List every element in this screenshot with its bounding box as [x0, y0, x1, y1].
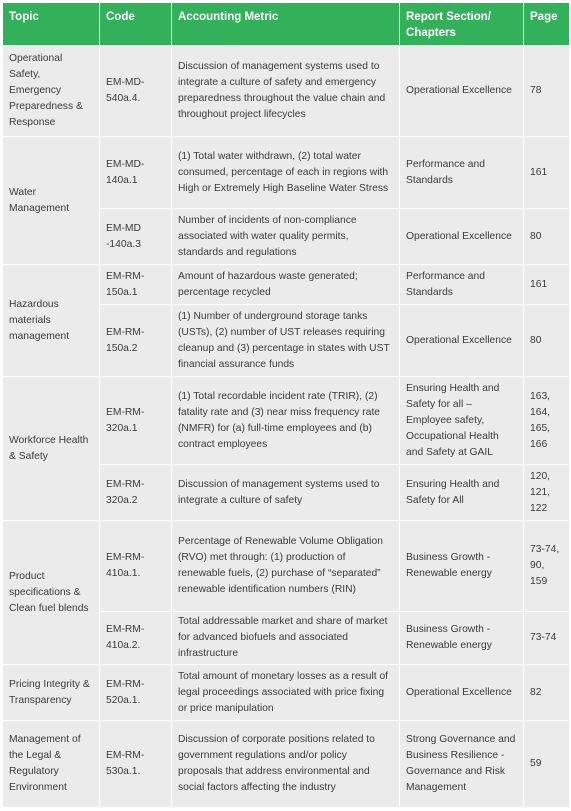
- page-cell: 82: [524, 665, 570, 721]
- report-section-cell: Operational Excellence: [400, 209, 524, 265]
- metric-cell: Number of incidents of non-compliance associated with water quality permits, standards and regulations: [172, 209, 400, 265]
- topic-cell: Product specifications & Clean fuel blends: [3, 521, 100, 665]
- code-cell: EM-RM-410a.2.: [100, 612, 172, 665]
- code-cell: EM-MD-140a.1: [100, 137, 172, 209]
- code-cell: EM-RM-410a.1.: [100, 521, 172, 612]
- topic-cell: Operational Safety, Emergency Preparedness & Response: [3, 46, 100, 137]
- page-cell: 59: [524, 721, 570, 808]
- report-section-cell: Business Growth - Renewable energy: [400, 612, 524, 665]
- code-cell: EM-MD-540a.4.: [100, 46, 172, 137]
- page-cell: 161: [524, 137, 570, 209]
- report-section-cell: Business Growth - Renewable energy: [400, 521, 524, 612]
- topic-cell: Workforce Health & Safety: [3, 377, 100, 521]
- table-body: [3, 46, 570, 808]
- table-row: [3, 665, 570, 721]
- table-row: [3, 265, 570, 305]
- header-topic: Topic: [3, 3, 100, 46]
- page-cell: 80: [524, 209, 570, 265]
- page-cell: 78: [524, 46, 570, 137]
- topic-cell: Management of the Legal & Regulatory Environment: [3, 721, 100, 808]
- table-row: [3, 721, 570, 808]
- code-cell: EM-RM-150a.1: [100, 265, 172, 305]
- metric-cell: (1) Number of underground storage tanks (USTs), (2) number of UST releases requiring cleanup and (3) percentage in states with UST financial assurance funds: [172, 305, 400, 377]
- topic-cell: Water Management: [3, 137, 100, 265]
- metric-cell: (1) Total water withdrawn, (2) total water consumed, percentage of each in regions with High or Extremely High Baseline Water Stress: [172, 137, 400, 209]
- metric-cell: Amount of hazardous waste generated; percentage recycled: [172, 265, 400, 305]
- page-cell: 80: [524, 305, 570, 377]
- table-row: [3, 377, 570, 465]
- metric-cell: (1) Total recordable incident rate (TRIR), (2) fatality rate and (3) near miss frequency rate (NMFR) for (a) full-time employees and (b) contract employees: [172, 377, 400, 465]
- code-cell: EM-RM-520a.1.: [100, 665, 172, 721]
- code-cell: EM-RM-320a.1: [100, 377, 172, 465]
- code-cell: EM-RM-150a.2: [100, 305, 172, 377]
- header-page: Page: [524, 3, 570, 46]
- report-section-cell: Ensuring Health and Safety for all – Employee safety, Occupational Health and Safety at GAIL: [400, 377, 524, 465]
- table-row: [3, 46, 570, 137]
- header-report-section: Report Section/ Chapters: [400, 3, 524, 46]
- report-section-cell: Performance and Standards: [400, 265, 524, 305]
- code-cell: EM-MD -140a.3: [100, 209, 172, 265]
- header-row: [3, 3, 570, 46]
- report-section-cell: Performance and Standards: [400, 137, 524, 209]
- report-section-cell: Operational Excellence: [400, 665, 524, 721]
- table-row: [3, 521, 570, 612]
- page-cell: 73-74: [524, 612, 570, 665]
- topic-cell: Pricing Integrity & Transparency: [3, 665, 100, 721]
- metric-cell: Percentage of Renewable Volume Obligation (RVO) met through: (1) production of renewable fuels, (2) purchase of “separated” renewable identification numbers (RIN): [172, 521, 400, 612]
- metric-cell: Total amount of monetary losses as a result of legal proceedings associated with price fixing or price manipulation: [172, 665, 400, 721]
- page-cell: 120, 121, 122: [524, 465, 570, 521]
- topic-cell: Hazardous materials management: [3, 265, 100, 377]
- metric-cell: Discussion of management systems used to integrate a culture of safety and emergency preparedness throughout the value chain and throughout project lifecycles: [172, 46, 400, 137]
- report-section-cell: Strong Governance and Business Resilience - Governance and Risk Management: [400, 721, 524, 808]
- header-code: Code: [100, 3, 172, 46]
- header-accounting-metric: Accounting Metric: [172, 3, 400, 46]
- code-cell: EM-RM-320a.2: [100, 465, 172, 521]
- page-cell: 163, 164, 165, 166: [524, 377, 570, 465]
- metric-cell: Total addressable market and share of market for advanced biofuels and associated infrastructure: [172, 612, 400, 665]
- metric-cell: Discussion of management systems used to integrate a culture of safety: [172, 465, 400, 521]
- table-row: [3, 137, 570, 209]
- page-cell: 73-74, 90, 159: [524, 521, 570, 612]
- report-section-cell: Operational Excellence: [400, 46, 524, 137]
- report-section-cell: Operational Excellence: [400, 305, 524, 377]
- report-section-cell: Ensuring Health and Safety for All: [400, 465, 524, 521]
- metric-cell: Discussion of corporate positions related to government regulations and/or policy proposals that address environmental and social factors affecting the industry: [172, 721, 400, 808]
- code-cell: EM-RM-530a.1.: [100, 721, 172, 808]
- page-cell: 161: [524, 265, 570, 305]
- sasb-index-table: [2, 2, 570, 808]
